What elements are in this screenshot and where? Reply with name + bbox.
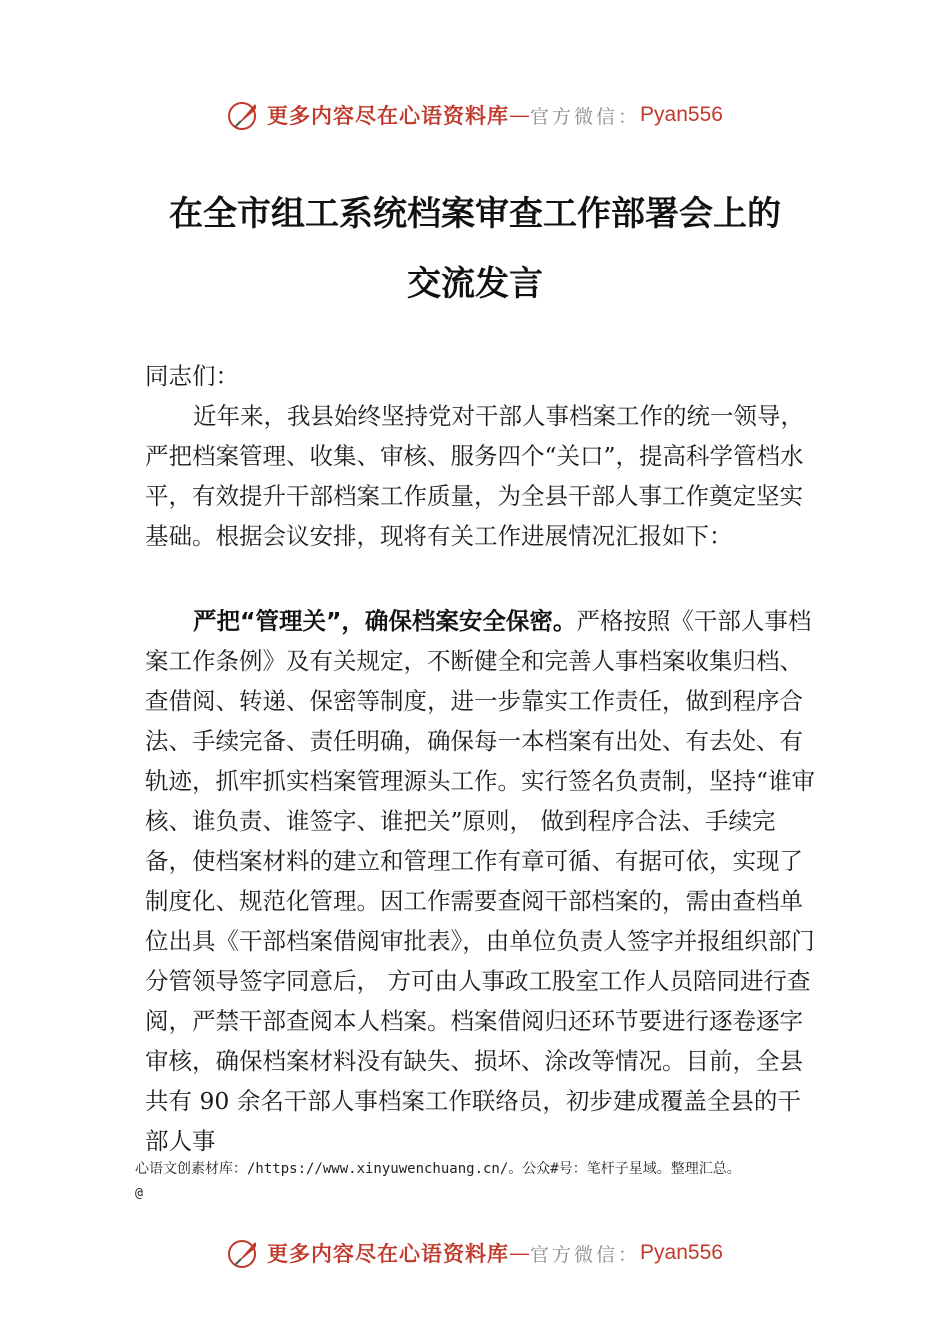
banner-dash: — (509, 103, 531, 127)
banner-wechat-label: 官方微信： (530, 105, 641, 128)
feather-logo-icon (227, 1236, 261, 1270)
paragraph-body: 严格按照《干部人事档案工作条例》及有关规定，不断健全和完善人事档案收集归档、查借阅、转递、保密等制度，进一步靠实工作责任，做到程序合法、手续完备、责任明确，确保每一本档案有出处、有去处、有轨迹，抓牢抓实档案管理源头工作。实行签名负责制，坚持“谁审核、谁负责、谁签字、谁把关”原则， 做到程序合法、手续完备，使档案材料的建立和管理工作有章可循、有据可依，实现了制度化、规范化管理。因工作需要查阅干部档案的，需由查档单位出具《干部档案借阅审批表》，由单位负责人签字并报组织部门分管领导签字同意后， 方可由人事政工股室工作人员陪同进行查阅，严禁干部查阅本人档案。档案借阅归还环节要进行逐卷逐字审核，确保档案材料没有缺失、损坏、涂改等情况。目前，全县共有 90 余名干部人事档案工作联络员，初步建成覆盖全县的干部人事 (145, 607, 816, 1155)
paragraph-intro: 近年来，我县始终坚持党对干部人事档案工作的统一领导，严把档案管理、收集、审核、服务四个“关口”，提高科学管档水平，有效提升干部档案工作质量，为全县干部人事工作奠定坚实基础。根据会议安排，现将有关工作进展情况汇报如下： (145, 402, 804, 550)
bottom-banner (0, 1233, 950, 1273)
document-title-line1: 在全市组工系统档案审查工作部署会上的 (169, 194, 781, 234)
banner-wechat-label: 官方微信： (530, 1243, 641, 1266)
source-at-symbol: @ (135, 1186, 143, 1201)
banner-wechat-id: Pyan556 (640, 103, 723, 126)
feather-logo-icon (227, 98, 261, 132)
banner-main-text: 更多内容尽在心语资料库 (267, 1241, 510, 1266)
banner-dash: — (509, 1241, 531, 1265)
paragraph-lead-heading: 严把“管理关”，确保档案安全保密。 (193, 607, 577, 635)
banner-wechat-id: Pyan556 (640, 1241, 723, 1264)
banner-main-text: 更多内容尽在心语资料库 (267, 103, 510, 128)
source-note: 心语文创素材库：/https://www.xinyuwenchuang.cn/。公众#号：笔杆子星域。整理汇总。 (135, 1161, 741, 1177)
paragraph-management (145, 601, 815, 1161)
top-banner (0, 95, 950, 135)
greeting: 同志们： (145, 362, 239, 390)
document-title-line2: 交流发言 (407, 264, 543, 304)
